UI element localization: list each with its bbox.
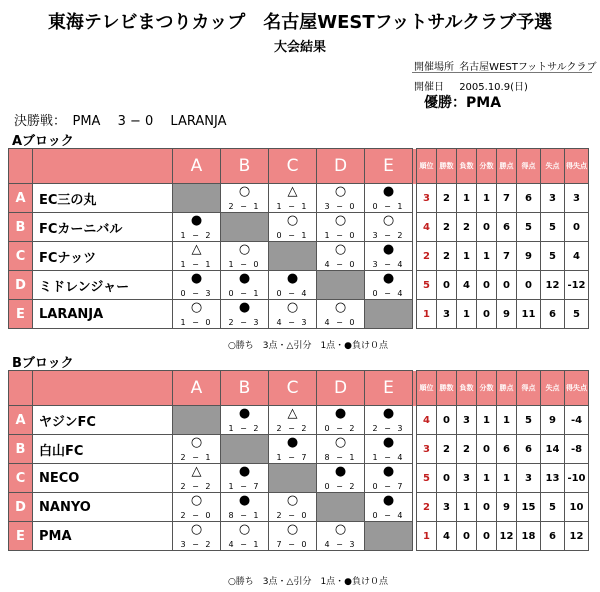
result-score: 4 − 0: [324, 318, 357, 327]
result-cell: [365, 435, 413, 464]
result-cell: [365, 493, 413, 522]
result-cell: [173, 271, 221, 300]
row-label: C: [9, 464, 33, 493]
result-cell: [221, 271, 269, 300]
result-cell: [317, 184, 365, 213]
result-mark: ○: [286, 213, 299, 228]
result-cell: [221, 242, 269, 271]
rank-cell: 5: [417, 271, 437, 300]
stat-cell: 12: [565, 522, 589, 551]
diagonal-cell: [317, 493, 365, 522]
stat-cell: 1: [477, 464, 497, 493]
result-score: 4 − 3: [324, 540, 357, 549]
rank-cell: 1: [417, 300, 437, 329]
team-name: ミドレンジャー: [33, 271, 173, 300]
date-value: 2005.10.9(日): [459, 82, 528, 93]
result-cell: [269, 406, 317, 435]
header-row: [9, 149, 589, 184]
team-name: ヤジンFC: [33, 406, 173, 435]
result-mark: ●: [238, 271, 251, 286]
result-score: 0 − 2: [324, 424, 357, 433]
winner-text: 優勝：PMA: [424, 95, 502, 111]
final-match-text: 決勝戦： PMA 3 − 0 LARANJA: [14, 114, 227, 129]
stat-cell: 5: [565, 300, 589, 329]
stat-cell: 12: [541, 271, 565, 300]
stat-cell: 1: [457, 300, 477, 329]
result-score: 8 − 1: [324, 453, 357, 462]
team-row: [9, 184, 589, 213]
result-cell: [365, 184, 413, 213]
result-mark: △: [287, 406, 298, 421]
result-cell: [173, 213, 221, 242]
stat-cell: 18: [517, 522, 541, 551]
corner-cell: [9, 149, 33, 184]
stat-header: 順位: [417, 149, 437, 184]
stat-header: 得点: [517, 371, 541, 406]
stat-cell: 4: [437, 522, 457, 551]
stat-cell: 2: [437, 242, 457, 271]
stat-cell: 1: [457, 242, 477, 271]
result-cell: [365, 213, 413, 242]
result-mark: ●: [238, 300, 251, 315]
row-label: E: [9, 300, 33, 329]
block-b-legend: ○勝ち 3点・△引分 1点・●負け０点: [227, 577, 389, 587]
result-cell: [317, 435, 365, 464]
stat-header: 順位: [417, 371, 437, 406]
corner-cell: [9, 371, 33, 406]
team-row: [9, 464, 589, 493]
stat-header: 勝数: [437, 371, 457, 406]
stat-header: 失点: [541, 371, 565, 406]
stat-cell: 9: [497, 300, 517, 329]
diagonal-cell: [221, 213, 269, 242]
result-mark: ○: [334, 435, 347, 450]
col-header-d: D: [317, 149, 365, 184]
result-mark: ○: [190, 300, 203, 315]
result-mark: ●: [286, 435, 299, 450]
block-a-table: [8, 148, 589, 329]
team-row: [9, 522, 589, 551]
team-name: NANYO: [33, 493, 173, 522]
stat-cell: 5: [517, 213, 541, 242]
result-cell: [221, 493, 269, 522]
result-mark: ○: [334, 300, 347, 315]
stat-cell: 5: [517, 406, 541, 435]
stat-cell: 1: [497, 464, 517, 493]
stat-cell: 2: [457, 213, 477, 242]
result-score: 0 − 4: [372, 289, 405, 298]
team-name: PMA: [33, 522, 173, 551]
result-mark: ●: [382, 184, 395, 199]
date-label: 開催日: [414, 82, 444, 93]
result-score: 3 − 2: [372, 231, 405, 240]
stat-header: 負数: [457, 371, 477, 406]
stat-cell: -12: [565, 271, 589, 300]
result-score: 3 − 0: [324, 202, 357, 211]
result-cell: [221, 406, 269, 435]
stat-cell: 1: [477, 242, 497, 271]
stat-cell: 12: [497, 522, 517, 551]
stat-cell: 6: [517, 435, 541, 464]
stat-cell: 6: [517, 184, 541, 213]
corner-cell: [33, 371, 173, 406]
result-mark: ○: [286, 300, 299, 315]
block-b-title: Bブロック: [12, 356, 74, 371]
team-row: [9, 300, 589, 329]
stat-cell: 6: [497, 435, 517, 464]
row-label: B: [9, 435, 33, 464]
rank-cell: 3: [417, 184, 437, 213]
result-mark: ○: [190, 522, 203, 537]
team-row: [9, 435, 589, 464]
result-cell: [269, 271, 317, 300]
diagonal-cell: [221, 435, 269, 464]
result-mark: ●: [190, 213, 203, 228]
result-cell: [269, 300, 317, 329]
block-a-title: Aブロック: [12, 134, 74, 149]
diagonal-cell: [269, 464, 317, 493]
result-mark: ●: [382, 271, 395, 286]
result-score: 2 − 1: [228, 202, 261, 211]
stat-cell: 0: [565, 213, 589, 242]
stat-cell: 0: [477, 300, 497, 329]
stat-cell: 2: [437, 184, 457, 213]
col-header-e: E: [365, 149, 413, 184]
stat-cell: 0: [517, 271, 541, 300]
stat-cell: 2: [457, 435, 477, 464]
corner-cell: [33, 149, 173, 184]
rank-cell: 5: [417, 464, 437, 493]
result-score: 3 − 2: [180, 540, 213, 549]
stat-cell: 1: [497, 406, 517, 435]
stat-cell: 0: [477, 493, 497, 522]
stat-cell: 9: [541, 406, 565, 435]
rank-cell: 2: [417, 242, 437, 271]
stat-cell: 3: [457, 406, 477, 435]
rank-cell: 1: [417, 522, 437, 551]
result-score: 1 − 4: [372, 453, 405, 462]
rank-cell: 2: [417, 493, 437, 522]
result-cell: [317, 406, 365, 435]
result-mark: ●: [238, 406, 251, 421]
result-mark: ●: [382, 406, 395, 421]
result-cell: [365, 242, 413, 271]
result-score: 1 − 7: [276, 453, 309, 462]
row-label: A: [9, 184, 33, 213]
stat-cell: 0: [457, 522, 477, 551]
stat-cell: 3: [517, 464, 541, 493]
stat-cell: 5: [541, 242, 565, 271]
stat-cell: 7: [497, 242, 517, 271]
result-mark: ○: [190, 435, 203, 450]
rank-cell: 4: [417, 213, 437, 242]
venue-line: [414, 58, 596, 73]
result-cell: [269, 435, 317, 464]
result-cell: [221, 464, 269, 493]
stat-cell: 0: [497, 271, 517, 300]
result-mark: ○: [334, 242, 347, 257]
stat-cell: 7: [497, 184, 517, 213]
stat-cell: 3: [565, 184, 589, 213]
stat-header: 得点: [517, 149, 541, 184]
result-cell: [173, 242, 221, 271]
result-mark: ○: [286, 522, 299, 537]
stat-header: 勝点: [497, 371, 517, 406]
result-cell: [269, 184, 317, 213]
result-cell: [317, 213, 365, 242]
stat-cell: 3: [541, 184, 565, 213]
result-score: 1 − 7: [228, 482, 261, 491]
result-cell: [173, 464, 221, 493]
stat-cell: 11: [517, 300, 541, 329]
result-cell: [221, 522, 269, 551]
header-row: [9, 371, 589, 406]
result-mark: ○: [190, 493, 203, 508]
diagonal-cell: [365, 300, 413, 329]
result-score: 1 − 2: [180, 231, 213, 240]
result-mark: △: [191, 464, 202, 479]
result-cell: [269, 493, 317, 522]
stat-header: 分数: [477, 149, 497, 184]
col-header-c: C: [269, 149, 317, 184]
stat-cell: 9: [497, 493, 517, 522]
result-mark: ●: [382, 242, 395, 257]
result-score: 1 − 0: [228, 260, 261, 269]
rank-cell: 4: [417, 406, 437, 435]
date-line: [414, 78, 528, 93]
team-row: [9, 242, 589, 271]
row-label: D: [9, 493, 33, 522]
stat-cell: 2: [437, 435, 457, 464]
result-mark: ●: [190, 271, 203, 286]
result-score: 4 − 3: [276, 318, 309, 327]
team-row: [9, 406, 589, 435]
result-score: 1 − 1: [180, 260, 213, 269]
result-mark: ○: [334, 184, 347, 199]
row-label: B: [9, 213, 33, 242]
result-cell: [173, 522, 221, 551]
result-score: 0 − 4: [372, 511, 405, 520]
result-mark: ○: [238, 242, 251, 257]
result-mark: △: [287, 184, 298, 199]
row-label: C: [9, 242, 33, 271]
stat-cell: 3: [437, 493, 457, 522]
stat-cell: 14: [541, 435, 565, 464]
result-score: 1 − 0: [180, 318, 213, 327]
result-cell: [173, 300, 221, 329]
col-header-a: A: [173, 371, 221, 406]
result-mark: ○: [334, 522, 347, 537]
stat-cell: 4: [565, 242, 589, 271]
result-mark: ○: [382, 213, 395, 228]
result-cell: [365, 406, 413, 435]
row-label: D: [9, 271, 33, 300]
result-cell: [365, 271, 413, 300]
result-mark: ●: [334, 464, 347, 479]
result-mark: ○: [334, 213, 347, 228]
result-score: 3 − 4: [372, 260, 405, 269]
result-mark: ○: [286, 493, 299, 508]
result-score: 1 − 0: [324, 231, 357, 240]
result-mark: ○: [238, 184, 251, 199]
result-mark: ●: [238, 493, 251, 508]
result-mark: ●: [382, 464, 395, 479]
result-mark: ●: [238, 464, 251, 479]
block-b-table: [8, 370, 589, 551]
col-header-b: B: [221, 149, 269, 184]
stat-cell: -4: [565, 406, 589, 435]
result-score: 2 − 3: [372, 424, 405, 433]
result-cell: [173, 493, 221, 522]
diagonal-cell: [317, 271, 365, 300]
page-subtitle: 大会結果: [273, 40, 326, 55]
result-score: 2 − 2: [276, 424, 309, 433]
team-row: [9, 213, 589, 242]
result-cell: [365, 464, 413, 493]
info-divider: [412, 72, 592, 73]
result-mark: ●: [334, 406, 347, 421]
stat-header: 分数: [477, 371, 497, 406]
rank-cell: 3: [417, 435, 437, 464]
result-cell: [221, 300, 269, 329]
result-cell: [173, 435, 221, 464]
stat-cell: 3: [437, 300, 457, 329]
stat-cell: 9: [517, 242, 541, 271]
venue-value: 名古屋WESTフットサルクラブ: [459, 62, 597, 73]
stat-cell: 0: [477, 435, 497, 464]
col-header-b: B: [221, 371, 269, 406]
stat-cell: 0: [437, 464, 457, 493]
stat-cell: 5: [541, 213, 565, 242]
team-name: FCカーニバル: [33, 213, 173, 242]
stat-cell: 0: [477, 522, 497, 551]
result-mark: ○: [238, 522, 251, 537]
result-score: 4 − 0: [324, 260, 357, 269]
stat-cell: 6: [541, 300, 565, 329]
col-header-d: D: [317, 371, 365, 406]
result-score: 1 − 2: [228, 424, 261, 433]
result-score: 0 − 4: [276, 289, 309, 298]
row-label: E: [9, 522, 33, 551]
team-name: NECO: [33, 464, 173, 493]
team-name: EC三の丸: [33, 184, 173, 213]
stat-cell: 13: [541, 464, 565, 493]
diagonal-cell: [173, 406, 221, 435]
venue-label: 開催場所: [414, 62, 454, 73]
stat-cell: 0: [437, 271, 457, 300]
result-score: 2 − 0: [180, 511, 213, 520]
result-score: 0 − 1: [228, 289, 261, 298]
stat-cell: 0: [437, 406, 457, 435]
diagonal-cell: [365, 522, 413, 551]
result-cell: [317, 464, 365, 493]
stat-header: 得失点: [565, 371, 589, 406]
stat-cell: 1: [457, 184, 477, 213]
stat-cell: 1: [477, 184, 497, 213]
result-score: 2 − 2: [180, 482, 213, 491]
col-header-c: C: [269, 371, 317, 406]
stat-cell: -8: [565, 435, 589, 464]
team-name: 白山FC: [33, 435, 173, 464]
result-score: 0 − 7: [372, 482, 405, 491]
result-cell: [269, 522, 317, 551]
stat-cell: 3: [457, 464, 477, 493]
block-a-legend: ○勝ち 3点・△引分 1点・●負け０点: [227, 341, 389, 351]
result-mark: ●: [382, 493, 395, 508]
result-cell: [317, 522, 365, 551]
team-name: FCナッツ: [33, 242, 173, 271]
stat-cell: 10: [565, 493, 589, 522]
row-label: A: [9, 406, 33, 435]
result-score: 1 − 1: [276, 202, 309, 211]
stat-cell: 0: [477, 213, 497, 242]
result-score: 0 − 3: [180, 289, 213, 298]
stat-cell: 1: [457, 493, 477, 522]
page-title: 東海テレビまつりカップ 名古屋WESTフットサルクラブ予選: [47, 12, 553, 33]
result-score: 4 − 1: [228, 540, 261, 549]
result-score: 8 − 1: [228, 511, 261, 520]
result-score: 0 − 1: [276, 231, 309, 240]
stat-header: 負数: [457, 149, 477, 184]
stat-cell: -10: [565, 464, 589, 493]
result-score: 2 − 0: [276, 511, 309, 520]
stat-cell: 1: [477, 406, 497, 435]
stat-cell: 6: [541, 522, 565, 551]
stat-cell: 0: [477, 271, 497, 300]
result-mark: ●: [286, 271, 299, 286]
stat-header: 失点: [541, 149, 565, 184]
result-score: 7 − 0: [276, 540, 309, 549]
stat-cell: 15: [517, 493, 541, 522]
result-cell: [221, 184, 269, 213]
stat-header: 勝点: [497, 149, 517, 184]
result-score: 0 − 1: [372, 202, 405, 211]
stat-header: 勝数: [437, 149, 457, 184]
stat-header: 得失点: [565, 149, 589, 184]
diagonal-cell: [269, 242, 317, 271]
team-name: LARANJA: [33, 300, 173, 329]
result-mark: ●: [382, 435, 395, 450]
result-mark: △: [191, 242, 202, 257]
team-row: [9, 493, 589, 522]
stat-cell: 4: [457, 271, 477, 300]
stat-cell: 2: [437, 213, 457, 242]
diagonal-cell: [173, 184, 221, 213]
result-score: 2 − 1: [180, 453, 213, 462]
result-score: 2 − 3: [228, 318, 261, 327]
col-header-e: E: [365, 371, 413, 406]
col-header-a: A: [173, 149, 221, 184]
stat-cell: 5: [541, 493, 565, 522]
stat-cell: 6: [497, 213, 517, 242]
result-score: 0 − 2: [324, 482, 357, 491]
result-cell: [269, 213, 317, 242]
result-cell: [317, 242, 365, 271]
team-row: [9, 271, 589, 300]
result-cell: [317, 300, 365, 329]
